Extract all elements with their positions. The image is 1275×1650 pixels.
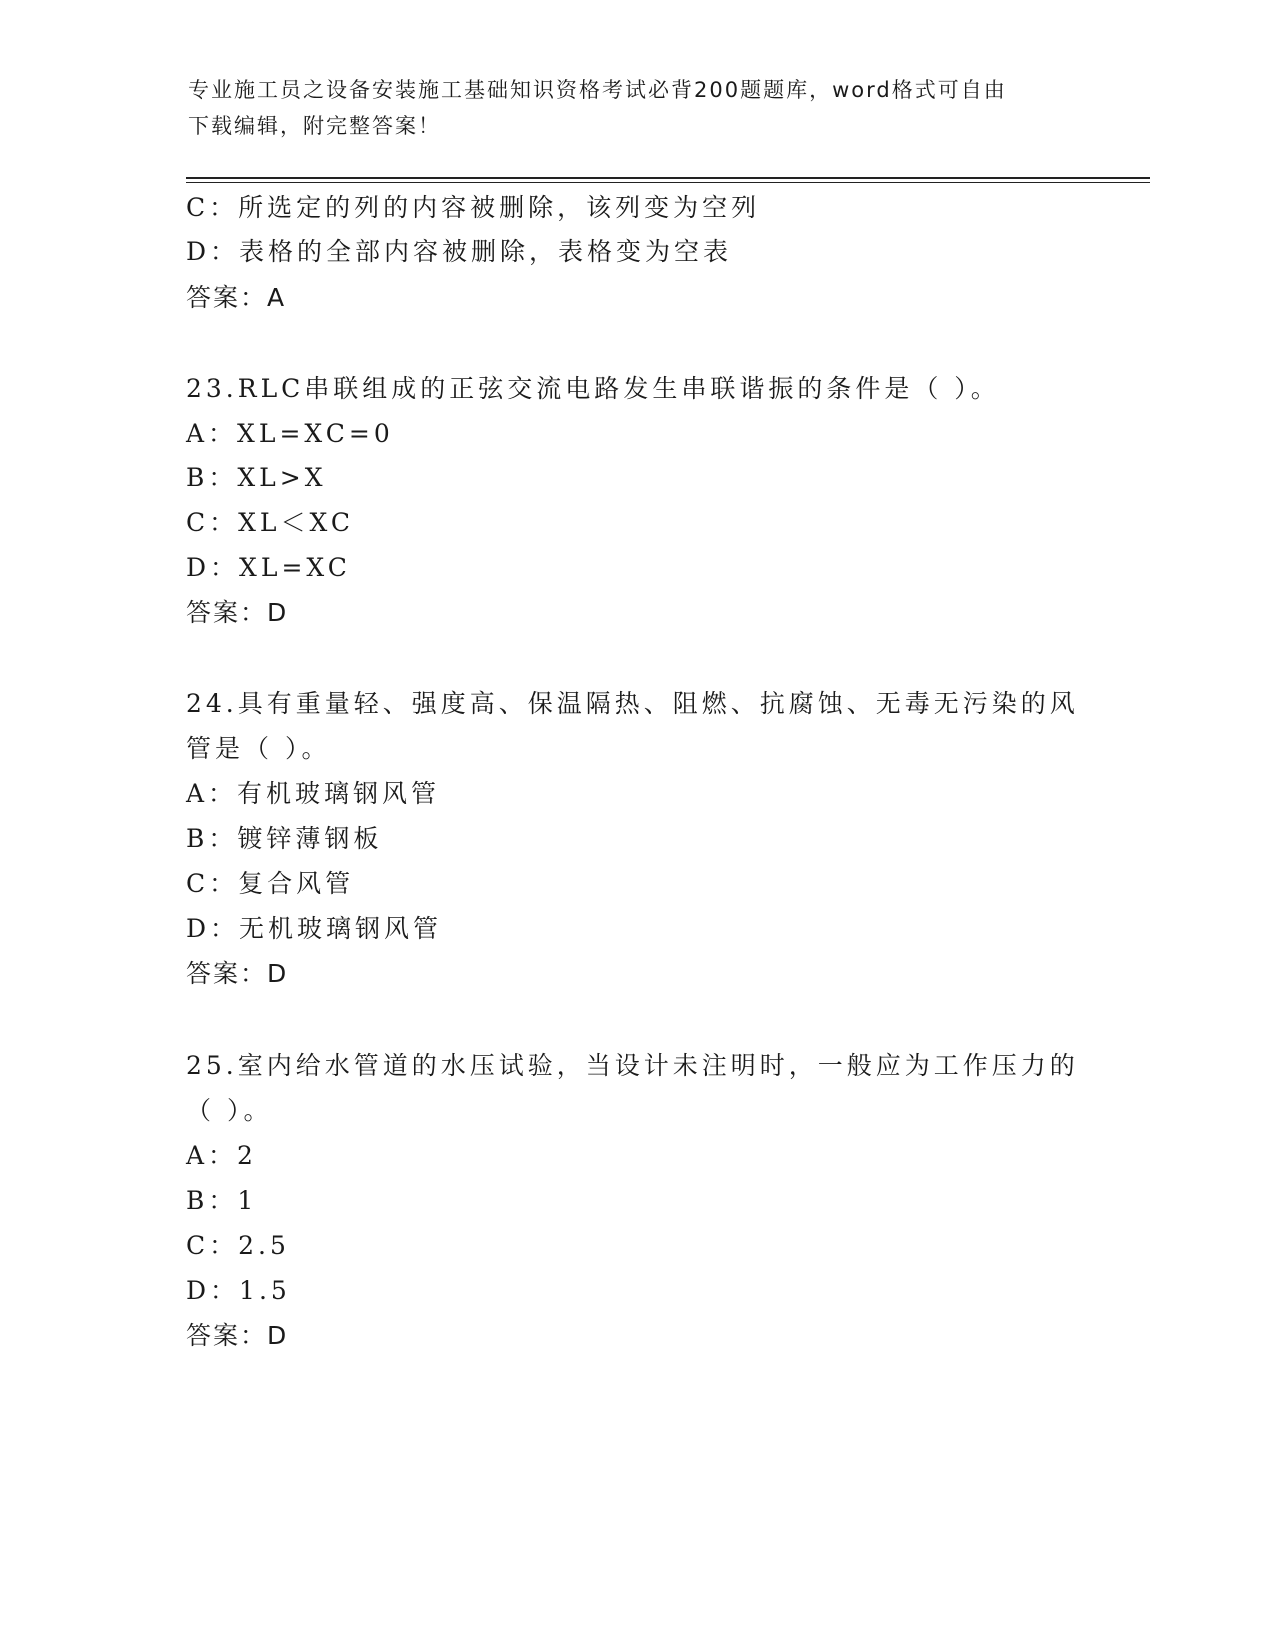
q25-option-a: A：2: [186, 1141, 257, 1170]
q24-option-b: B：镀锌薄钢板: [186, 824, 383, 853]
q25-answer: 答案：D: [186, 1321, 289, 1350]
q24-option-a: A：有机玻璃钢风管: [186, 779, 441, 808]
header-divider-thin: [186, 182, 1150, 183]
q25-stem-line-1: 25.室内给水管道的水压试验，当设计未注明时，一般应为工作压力的: [186, 1051, 1079, 1080]
q24-stem-line-2: 管是（ ）。: [186, 734, 331, 763]
q25-option-b: B：1: [186, 1186, 258, 1215]
prev-answer: 答案：A: [186, 283, 287, 312]
q25-option-c: C：2.5: [186, 1231, 290, 1260]
document-header: [188, 72, 1068, 144]
q23-answer: 答案：D: [186, 598, 289, 627]
q24-answer: 答案：D: [186, 959, 289, 988]
prev-option-d: D：表格的全部内容被删除，表格变为空表: [186, 237, 733, 266]
q23-option-d: D：XL=XC: [186, 553, 351, 582]
q24-stem-line-1: 24.具有重量轻、强度高、保温隔热、阻燃、抗腐蚀、无毒无污染的风: [186, 689, 1079, 718]
q24-option-c: C：复合风管: [186, 869, 355, 898]
q24-option-d: D：无机玻璃钢风管: [186, 914, 443, 943]
q23-option-a: A：XL=XC=0: [186, 419, 394, 448]
q23-option-b: B：XL>X: [186, 463, 327, 492]
q23-option-c: C：XL＜XC: [186, 508, 355, 537]
header-line-1: 专业施工员之设备安装施工基础知识资格考试必背200题题库，word格式可自由: [188, 78, 1007, 102]
header-divider-thick: [186, 177, 1150, 179]
header-line-2: 下载编辑，附完整答案！: [188, 114, 441, 138]
q23-stem: 23.RLC串联组成的正弦交流电路发生串联谐振的条件是（ ）。: [186, 374, 1000, 403]
prev-option-c: C：所选定的列的内容被删除，该列变为空列: [186, 193, 761, 222]
q25-stem-line-2: （ ）。: [186, 1096, 273, 1125]
q25-option-d: D：1.5: [186, 1276, 291, 1305]
